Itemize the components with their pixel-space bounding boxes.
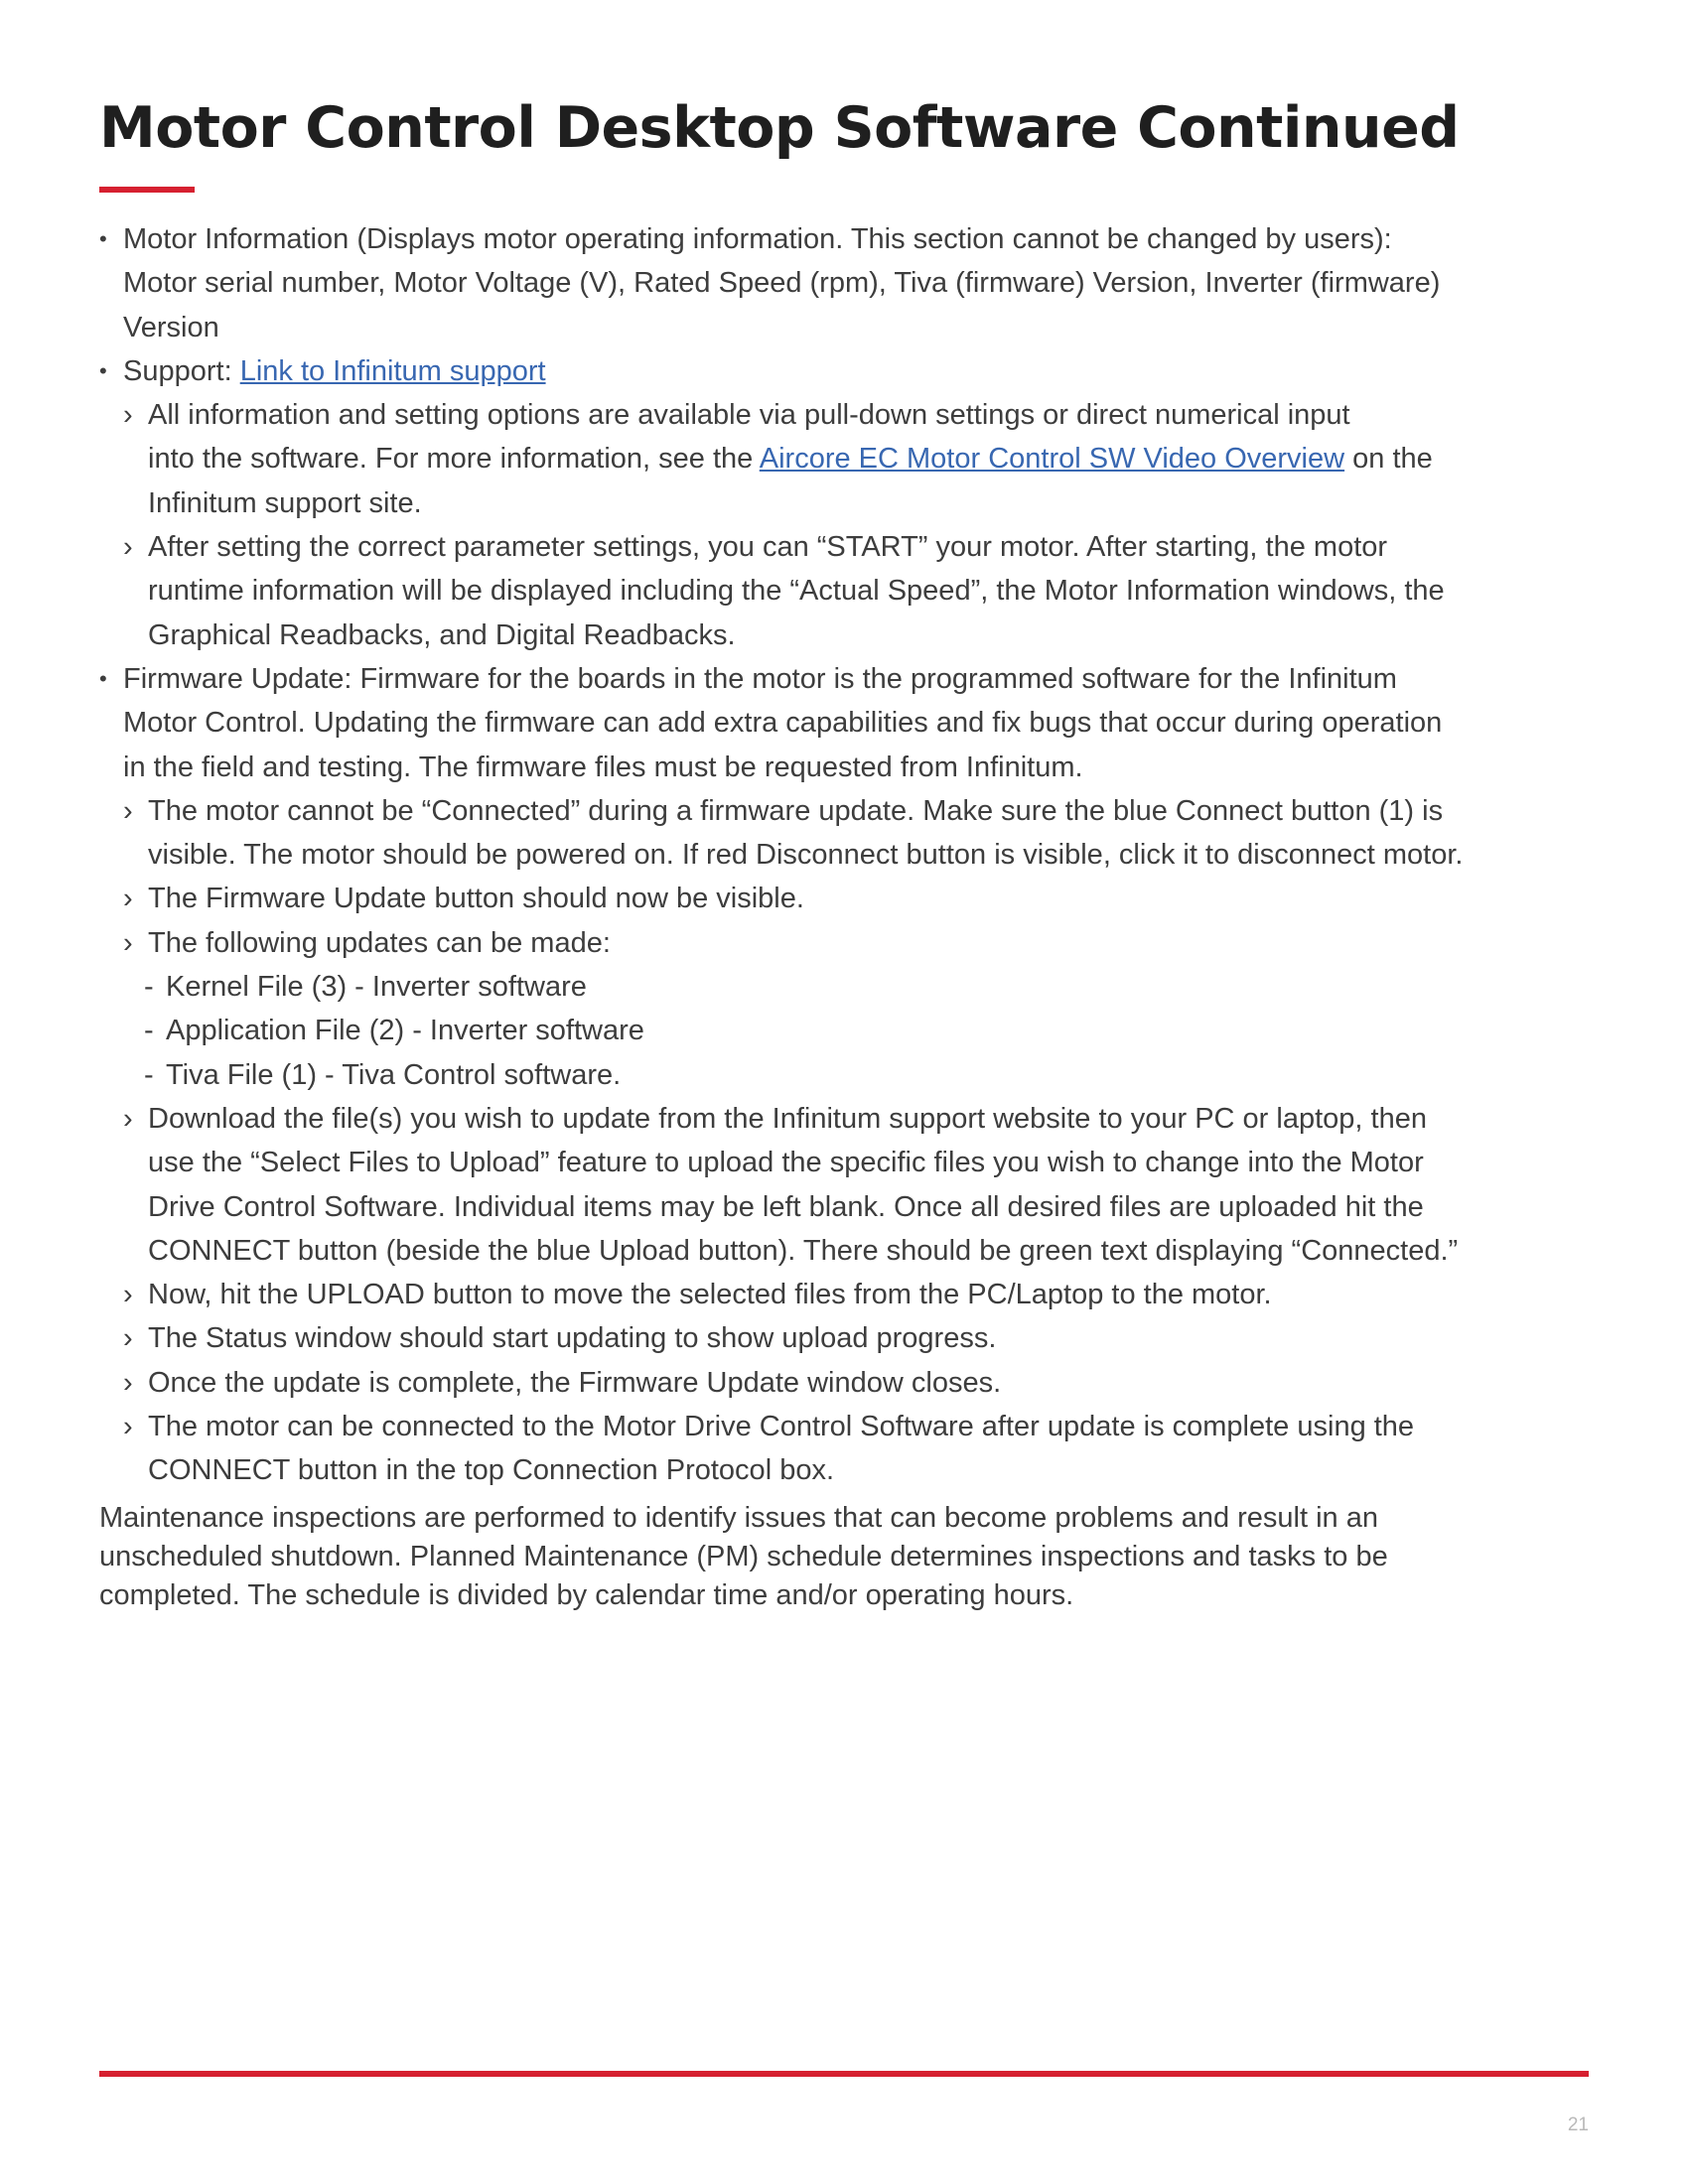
sub-bullet-text: into the software. For more information, see the bbox=[148, 443, 760, 476]
sub-bullet-text: visible. The motor should be powered on. If red Disconnect button is visible, click it to disconnect motor. bbox=[148, 839, 1464, 872]
sub-bullet-text: Download the file(s) you wish to update from the Infinitum support website to your PC or laptop, then bbox=[148, 1102, 1427, 1135]
chevron-marker: › bbox=[123, 926, 133, 959]
bullet-text: Firmware Update: Firmware for the boards in the motor is the programmed software for the Infinitum bbox=[123, 662, 1397, 695]
sub-bullet-status bbox=[99, 1316, 1589, 1360]
sub-bullet-connected bbox=[99, 789, 1589, 833]
sub-bullet-continuation bbox=[99, 833, 1589, 877]
sub-bullet-settings bbox=[99, 393, 1589, 437]
sub-bullet-text: All information and setting options are available via pull-down settings or direct numerical input bbox=[148, 399, 1350, 432]
bullet-text: in the field and testing. The firmware files must be requested from Infinitum. bbox=[123, 751, 1083, 783]
support-label: Support: bbox=[123, 354, 240, 387]
sub-bullet-text: The Firmware Update button should now be visible. bbox=[148, 883, 804, 915]
dash-text: Application File (2) - Inverter software bbox=[166, 1015, 644, 1047]
sub-bullet-reconnect bbox=[99, 1405, 1589, 1448]
sub-bullet-text: After setting the correct parameter settings, you can “START” your motor. After starting, the motor bbox=[148, 531, 1388, 564]
chevron-marker: › bbox=[123, 1366, 133, 1399]
dash-item-tiva bbox=[99, 1053, 1589, 1097]
dash-marker: - bbox=[144, 1058, 154, 1091]
chevron-marker: › bbox=[123, 794, 133, 827]
chevron-marker: › bbox=[123, 531, 133, 564]
sub-bullet-continuation bbox=[99, 569, 1589, 613]
sub-bullet-text: Graphical Readbacks, and Digital Readbacks. bbox=[148, 618, 736, 651]
sub-bullet-continuation bbox=[99, 1448, 1589, 1492]
dash-item-kernel bbox=[99, 965, 1589, 1009]
sub-bullet-text: on the bbox=[1344, 443, 1433, 476]
footer-rule bbox=[99, 2071, 1589, 2077]
video-overview-link[interactable]: Aircore EC Motor Control SW Video Overview bbox=[759, 443, 1345, 476]
chevron-marker: › bbox=[123, 1102, 133, 1135]
content-list bbox=[99, 217, 1589, 1493]
bullet-text: Motor Information (Displays motor operating information. This section cannot be changed by users): bbox=[123, 223, 1392, 255]
bullet-text: Motor Control. Updating the firmware can add extra capabilities and fix bugs that occur during operation bbox=[123, 707, 1443, 740]
sub-bullet-updates bbox=[99, 921, 1589, 965]
sub-bullet-upload bbox=[99, 1273, 1589, 1316]
bullet-text: Version bbox=[123, 311, 219, 343]
paragraph-line: unscheduled shutdown. Planned Maintenance (PM) schedule determines inspections and tasks to be bbox=[99, 1541, 1388, 1572]
chevron-marker: › bbox=[123, 1279, 133, 1311]
sub-bullet-text: use the “Select Files to Upload” feature to upload the specific files you wish to change into the Motor bbox=[148, 1147, 1424, 1179]
maintenance-paragraph bbox=[99, 1499, 1589, 1615]
page-title: Motor Control Desktop Software Continued bbox=[99, 95, 1460, 161]
sub-bullet-text: Now, hit the UPLOAD button to move the selected files from the PC/Laptop to the motor. bbox=[148, 1279, 1272, 1311]
dash-marker: - bbox=[144, 1015, 154, 1047]
page-number: 21 bbox=[1567, 2115, 1589, 2135]
bullet-continuation bbox=[99, 746, 1589, 789]
sub-bullet-continuation bbox=[99, 614, 1589, 657]
bullet-motor-information bbox=[99, 217, 1589, 261]
sub-bullet-text: Once the update is complete, the Firmware Update window closes. bbox=[148, 1366, 1002, 1399]
sub-bullet-text: CONNECT button (beside the blue Upload button). There should be green text displaying “Connected.” bbox=[148, 1234, 1459, 1267]
bullet-support bbox=[99, 349, 1589, 393]
bullet-continuation bbox=[99, 701, 1589, 745]
sub-bullet-visible bbox=[99, 877, 1589, 920]
dash-item-application bbox=[99, 1009, 1589, 1052]
infinitum-support-link[interactable]: Link to Infinitum support bbox=[239, 354, 546, 387]
sub-bullet-text: CONNECT button in the top Connection Protocol box. bbox=[148, 1454, 835, 1487]
dash-text: Kernel File (3) - Inverter software bbox=[166, 971, 587, 1004]
title-underline bbox=[99, 187, 195, 193]
sub-bullet-continuation bbox=[99, 1185, 1589, 1229]
chevron-marker: › bbox=[123, 1411, 133, 1443]
chevron-marker: › bbox=[123, 399, 133, 432]
bullet-continuation bbox=[99, 261, 1589, 305]
chevron-marker: › bbox=[123, 1322, 133, 1355]
bullet-firmware-update bbox=[99, 657, 1589, 701]
bullet-text: Motor serial number, Motor Voltage (V), Rated Speed (rpm), Tiva (firmware) Version, Inverter (firmware) bbox=[123, 267, 1441, 300]
sub-bullet-continuation bbox=[99, 481, 1589, 525]
dash-text: Tiva File (1) - Tiva Control software. bbox=[166, 1058, 622, 1091]
sub-bullet-download bbox=[99, 1097, 1589, 1141]
bullet-marker: • bbox=[99, 665, 107, 691]
sub-bullet-text: Drive Control Software. Individual items may be left blank. Once all desired files are uploaded hit the bbox=[148, 1190, 1424, 1223]
sub-bullet-text: The motor cannot be “Connected” during a firmware update. Make sure the blue Connect button (1) is bbox=[148, 794, 1444, 827]
sub-bullet-continuation bbox=[99, 1229, 1589, 1273]
sub-bullet-start bbox=[99, 525, 1589, 569]
bullet-continuation bbox=[99, 306, 1589, 349]
sub-bullet-continuation bbox=[99, 1141, 1589, 1184]
chevron-marker: › bbox=[123, 883, 133, 915]
sub-bullet-text: Infinitum support site. bbox=[148, 486, 422, 519]
bullet-marker: • bbox=[99, 226, 107, 251]
paragraph-line: Maintenance inspections are performed to identify issues that can become problems and result in an bbox=[99, 1502, 1378, 1534]
sub-bullet-complete bbox=[99, 1361, 1589, 1405]
sub-bullet-continuation bbox=[99, 437, 1589, 480]
sub-bullet-text: The Status window should start updating to show upload progress. bbox=[148, 1322, 997, 1355]
dash-marker: - bbox=[144, 971, 154, 1004]
sub-bullet-text: The motor can be connected to the Motor Drive Control Software after update is complete using the bbox=[148, 1411, 1415, 1443]
sub-bullet-text: runtime information will be displayed including the “Actual Speed”, the Motor Information windows, the bbox=[148, 575, 1445, 608]
bullet-marker: • bbox=[99, 357, 107, 383]
sub-bullet-text: The following updates can be made: bbox=[148, 926, 611, 959]
paragraph-line: completed. The schedule is divided by calendar time and/or operating hours. bbox=[99, 1579, 1074, 1611]
